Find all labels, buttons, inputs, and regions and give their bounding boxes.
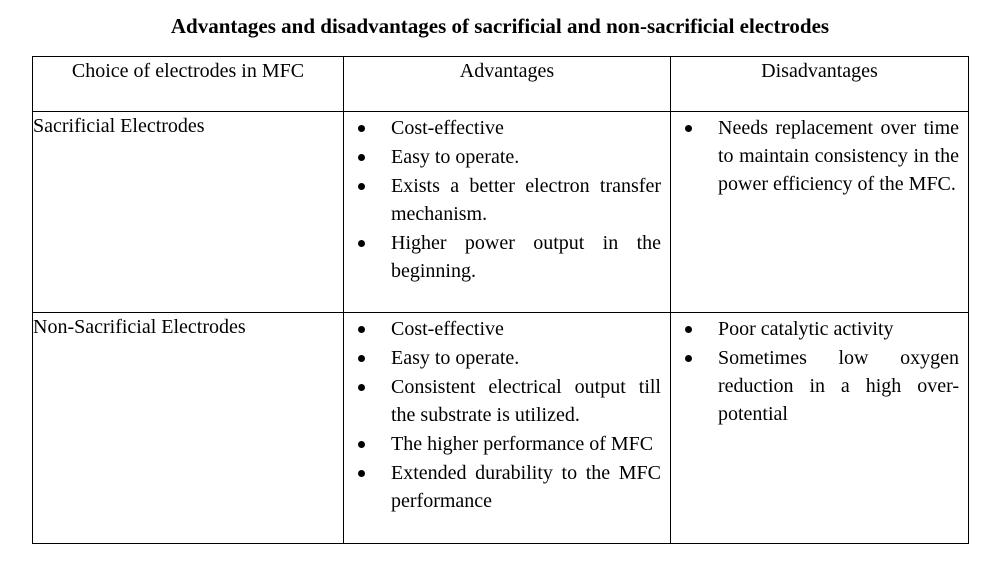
bullet-icon: [685, 355, 692, 362]
header-choice: Choice of electrodes in MFC: [33, 57, 344, 112]
header-row: [33, 57, 969, 112]
disadvantages-list: [671, 313, 968, 428]
list-item: [671, 315, 959, 343]
bullet-icon: [358, 125, 365, 132]
advantages-list: [344, 313, 670, 515]
advantages-list: [344, 112, 670, 285]
bullet-icon: [358, 355, 365, 362]
list-item-text: Cost-effective: [391, 117, 504, 139]
list-item-text: The higher performance of MFC: [391, 433, 654, 455]
list-item-text: Needs replacement over time to maintain consistency in the power efficiency of the MFC.: [718, 117, 959, 195]
list-item: [344, 344, 661, 372]
bullet-icon: [358, 240, 365, 247]
list-item-text: Sometimes low oxygen reduction in a high over-potential: [718, 347, 959, 425]
list-item: [344, 172, 661, 228]
list-item: [344, 315, 661, 343]
bullet-icon: [358, 470, 365, 477]
bullet-icon: [358, 326, 365, 333]
row-label: Sacrificial Electrodes: [33, 112, 344, 313]
table-row-sacrificial: [33, 112, 969, 313]
bullet-icon: [358, 384, 365, 391]
list-item-text: Poor catalytic activity: [718, 318, 894, 340]
list-item: [344, 430, 661, 458]
list-item: [344, 114, 661, 142]
list-item: [344, 373, 661, 429]
list-item: [671, 344, 959, 428]
bullet-icon: [358, 154, 365, 161]
list-item-text: Easy to operate.: [391, 146, 520, 168]
bullet-icon: [358, 441, 365, 448]
list-item-text: Cost-effective: [391, 318, 504, 340]
disadvantages-cell: [671, 313, 969, 544]
bullet-icon: [685, 125, 692, 132]
table-title: Advantages and disadvantages of sacrificial and non-sacrificial electrodes: [170, 14, 830, 38]
list-item-text: Consistent electrical output till the substrate is utilized.: [391, 376, 661, 426]
list-item: [344, 143, 661, 171]
header-advantages: Advantages: [344, 57, 671, 112]
disadvantages-cell: [671, 112, 969, 313]
advantages-cell: [344, 313, 671, 544]
list-item-text: Extended durability to the MFC performance: [391, 462, 661, 512]
table-row-non-sacrificial: [33, 313, 969, 544]
advantages-cell: [344, 112, 671, 313]
electrode-comparison-table: [32, 56, 969, 544]
list-item-text: Exists a better electron transfer mechanism.: [391, 175, 661, 225]
list-item-text: Higher power output in the beginning.: [391, 232, 661, 282]
bullet-icon: [358, 183, 365, 190]
list-item: [344, 459, 661, 515]
row-label: Non-Sacrificial Electrodes: [33, 313, 344, 544]
list-item-text: Easy to operate.: [391, 347, 520, 369]
bullet-icon: [685, 326, 692, 333]
list-item: [671, 114, 959, 198]
header-disadvantages: Disadvantages: [671, 57, 969, 112]
list-item: [344, 229, 661, 285]
disadvantages-list: [671, 112, 968, 198]
